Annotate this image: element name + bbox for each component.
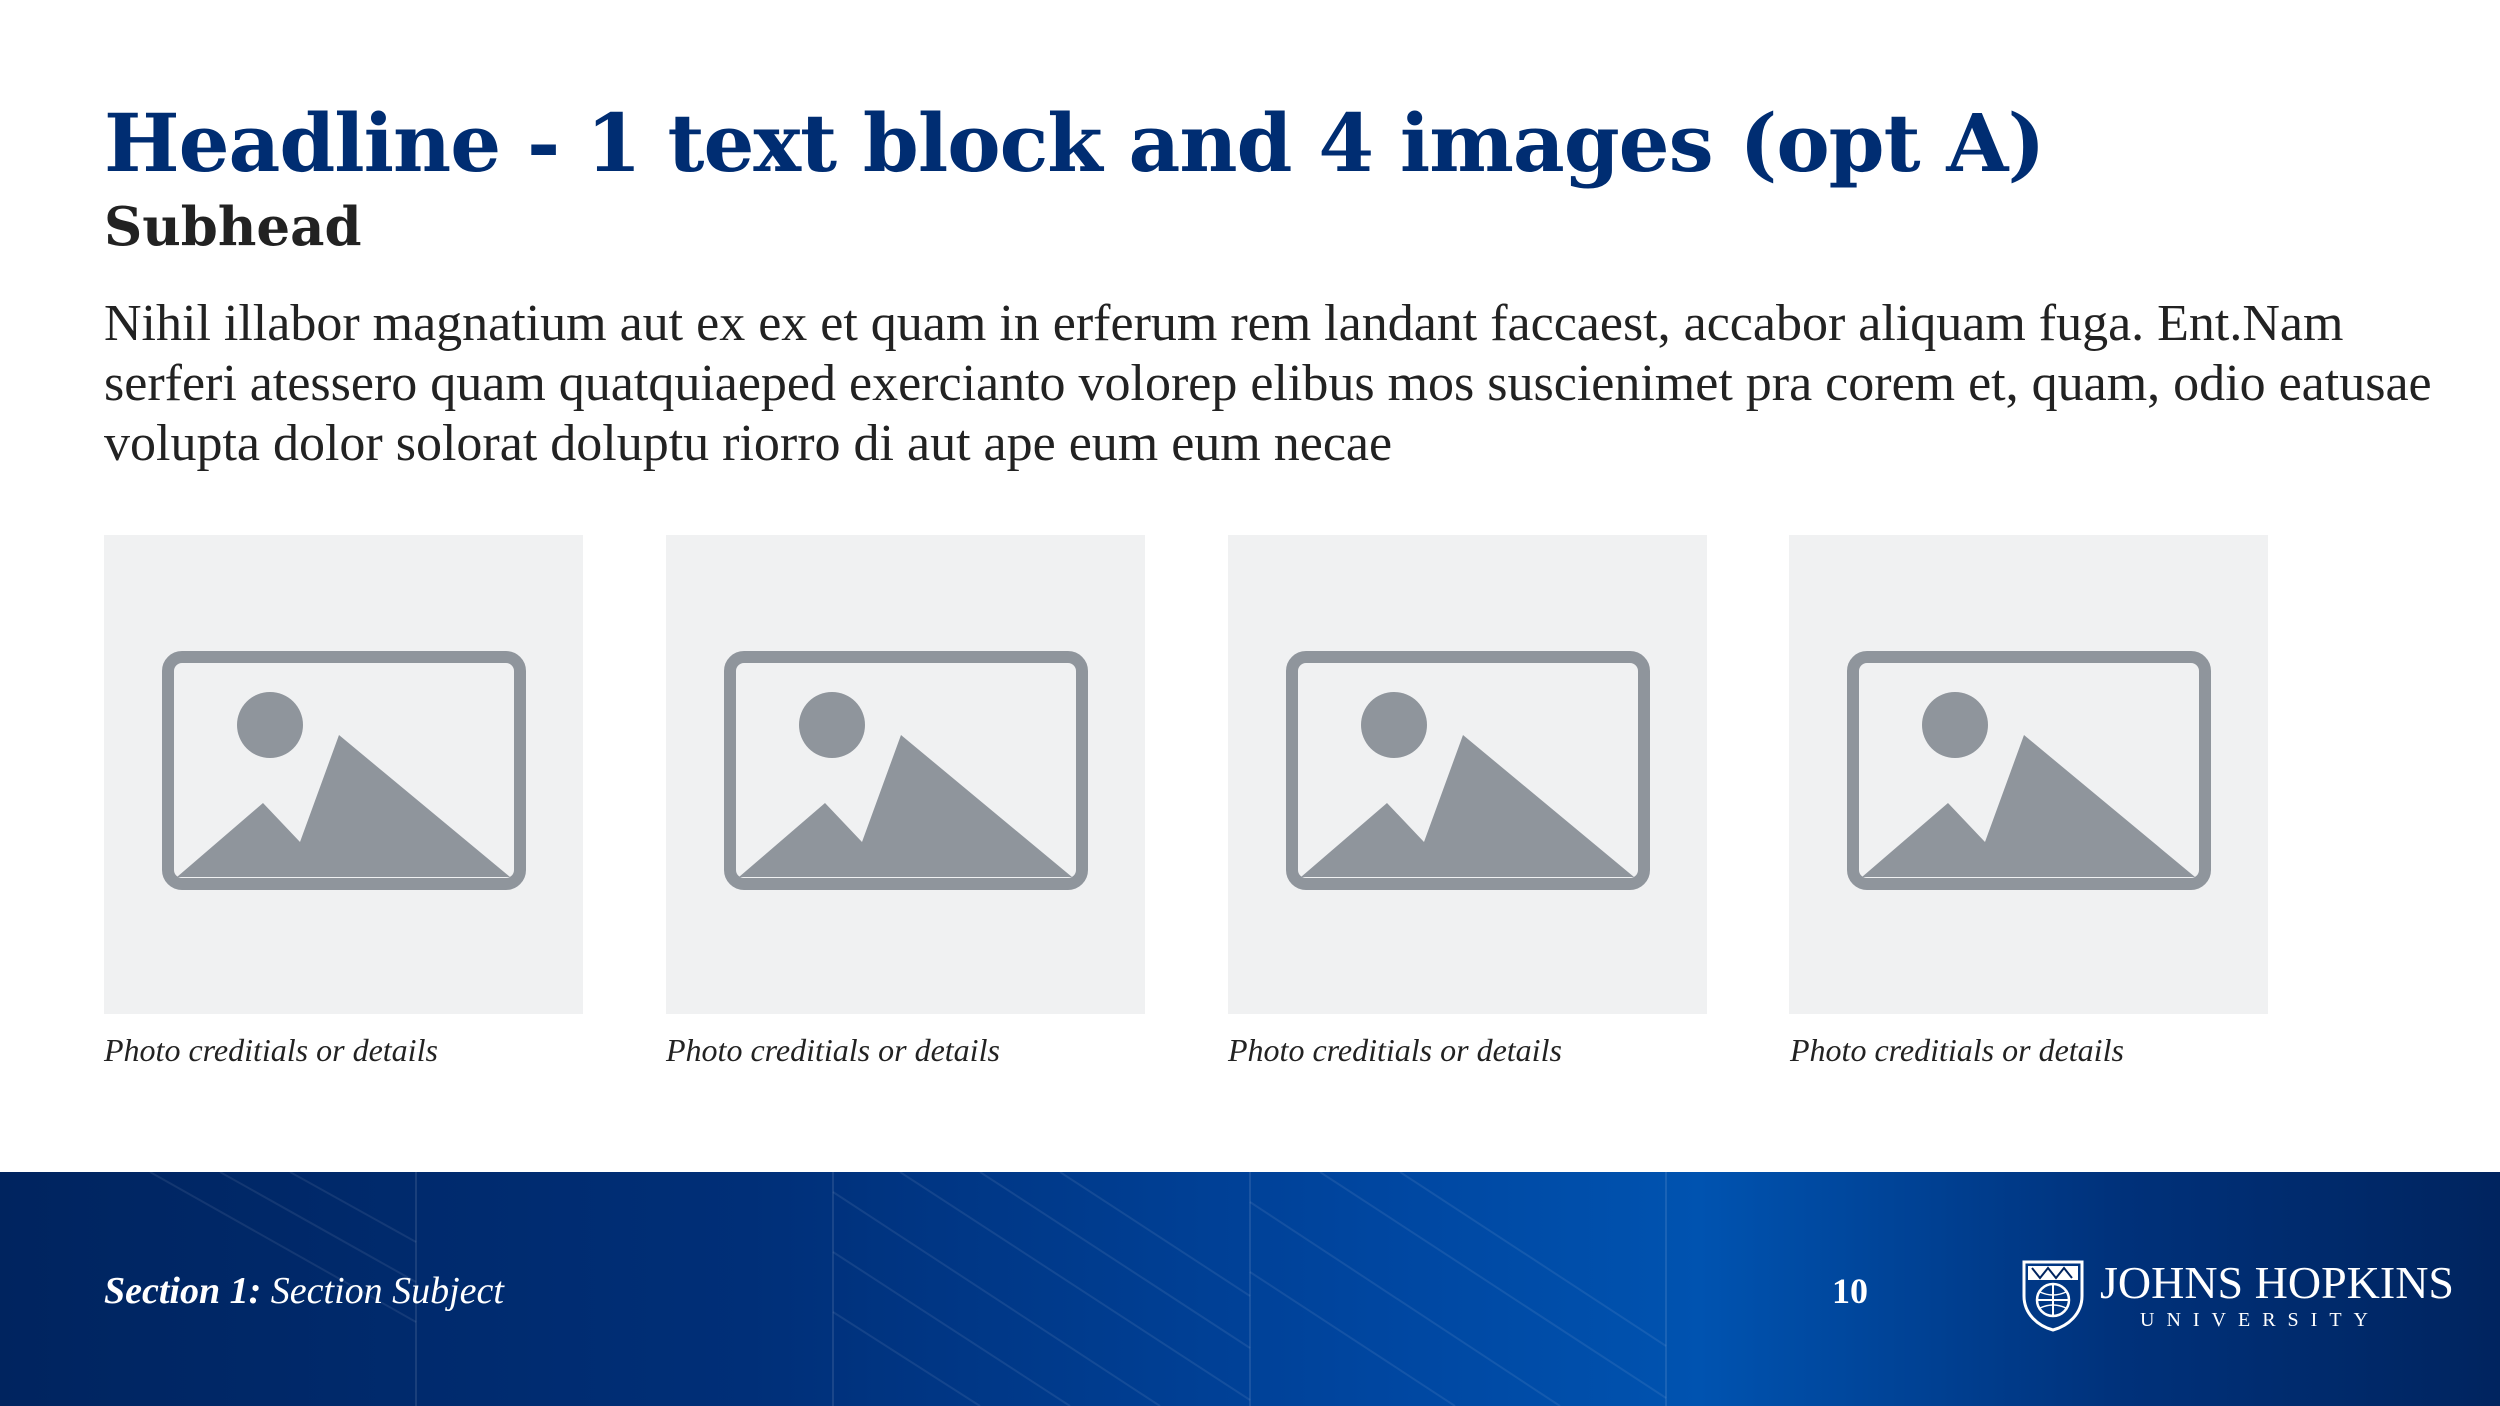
university-seal-icon: [2020, 1256, 2086, 1332]
photo-caption-4: Photo creditials or details: [1790, 1032, 2124, 1068]
subhead: Subhead: [104, 196, 362, 258]
section-label: [104, 1268, 504, 1314]
body-text: Nihil illabor magnatium aut ex ex et quam in erferum rem landant faccaest, accabor aliquam fuga. Ent.Nam serferi atessero quam quatquiaeped exercianto volorep elibus mos suscienimet pra corem et, quam, odio eatusae volupta dolor solorat doluptu riorro di aut ape eum eum necae: [104, 295, 2432, 472]
image-placeholder-2: [666, 535, 1145, 1014]
image-placeholder-icon: [1228, 535, 1707, 1014]
photo-caption-3: Photo creditials or details: [1228, 1032, 1562, 1068]
image-placeholder-icon: [104, 535, 583, 1014]
image-placeholder-icon: [666, 535, 1145, 1014]
image-placeholder-3: [1228, 535, 1707, 1014]
photo-caption-2: Photo creditials or details: [666, 1032, 1000, 1068]
footer-bar: [0, 1172, 2500, 1406]
university-logo: [2020, 1256, 2455, 1336]
image-placeholder-1: [104, 535, 583, 1014]
image-placeholder-icon: [1789, 535, 2268, 1014]
logo-name: JOHNS HOPKINS: [2100, 1257, 2455, 1308]
section-number: Section 1:: [104, 1270, 262, 1312]
section-subject: Section Subject: [270, 1270, 504, 1312]
logo-subtitle: UNIVERSITY: [2140, 1309, 2380, 1331]
image-placeholder-4: [1789, 535, 2268, 1014]
headline: Headline - 1 text block and 4 images (opt A): [104, 96, 2045, 190]
page-number: 10: [1832, 1271, 1868, 1311]
photo-caption-1: Photo creditials or details: [104, 1032, 438, 1068]
